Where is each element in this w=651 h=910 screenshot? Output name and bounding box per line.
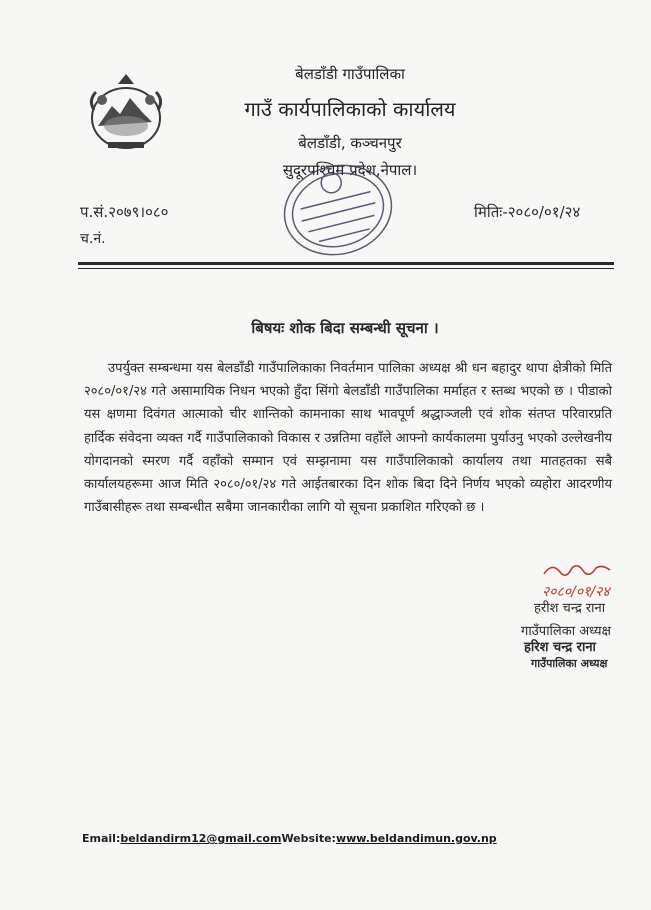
- dispatch-number: च.नं.: [80, 231, 106, 247]
- notice-subject: बिषयः शोक बिदा सम्बन्धी सूचना ।: [251, 319, 439, 337]
- contact-footer: [82, 832, 497, 845]
- office-title: गाउँ कार्यपालिकाको कार्यालय: [244, 97, 456, 121]
- header-divider-thin: [78, 268, 614, 269]
- website-link[interactable]: www.beldandimun.gov.np: [335, 832, 497, 845]
- notice-body: उपर्युक्त सम्बन्धमा यस बेलडाँडी गाउँपालिकाका निवर्तमान पालिका अध्यक्ष श्री धन बहादुर थापा क्षेत्रीको मिति २०८०/०१/२४ गते असामायिक निधन भएको हुँदा सिंगो बेलडाँडी गाउँपालिका मर्माहत र स्तब्ध भएको छ । पीडाको यस क्षणमा दिवंगत आत्माको चीर शान्तिको कामनाका साथ भावपूर्ण श्रद्धाञ्जली एवं शोक संतप्त परिवारप्रति हार्दिक संवेदना व्यक्त गर्दै गाउँपालिकाको विकास र उन्नतिमा वहाँले आफ्नो कार्यकालमा पुर्याउनु भएको उल्लेखनीय योगदानको स्मरण गर्दै वहाँको सम्मान एवं सम्झनामा यस गाउँपालिकाको कार्यालय तथा मातहतका सबै कार्यालयहरूमा आज मिति २०८०/०१/२४ गते आईतबारका दिन शोक बिदा दिने निर्णय भएको व्यहोरा आदरणीय गाउँबासीहरू तथा सम्बन्धीत सबैमा जानकारीका लागि यो सूचना प्रकाशित गरिएको छ ।: [84, 361, 612, 516]
- signatory-title: गाउँपालिका अध्यक्ष: [521, 624, 611, 639]
- header-divider: [78, 262, 614, 265]
- email-label: Email:: [82, 832, 121, 845]
- office-seal-stamp: [278, 156, 398, 264]
- reference-number: प.सं.२०७९।०८०: [80, 203, 169, 221]
- signatory-name: हरीश चन्द्र राना: [534, 601, 606, 616]
- website-label: Website:: [281, 832, 336, 845]
- nepal-emblem-icon: [78, 70, 174, 152]
- handwritten-date: २०८०/०१/२४: [542, 584, 610, 600]
- email-link[interactable]: beldandirm12@gmail.com: [120, 832, 282, 845]
- municipality-name: बेलडाँडी गाउँपालिका: [295, 65, 405, 83]
- province-line: सुदूरपश्चिम प्रदेश,नेपाल।: [282, 161, 418, 179]
- title-stamp: गाउँपालिका अध्यक्ष: [531, 657, 608, 670]
- document-date: मितिः-२०८०/०१/२४: [474, 203, 581, 221]
- office-address: बेलडाँडी, कञ्चनपुर: [298, 134, 402, 152]
- name-stamp: हरिश चन्द्र राना: [524, 640, 596, 655]
